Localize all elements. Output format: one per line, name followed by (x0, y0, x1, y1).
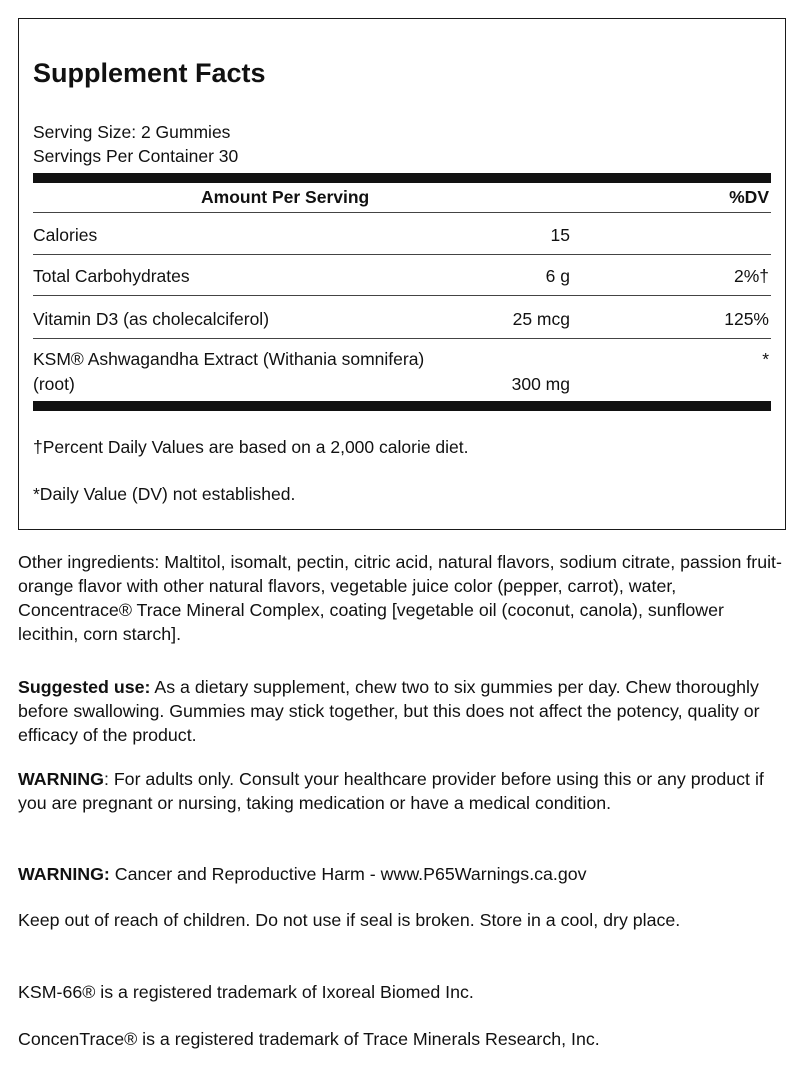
warning-prop65 (18, 862, 784, 886)
nutrient-name-ashwagandha: KSM® Ashwagandha Extract (Withania somnifera) (33, 349, 425, 369)
nutrient-name-ashwagandha-part: (root) (33, 374, 75, 394)
row-divider (33, 295, 771, 296)
footnote-dv-not-established: *Daily Value (DV) not established. (33, 484, 296, 504)
nutrient-amount-ashwagandha: 300 mg (511, 374, 570, 394)
nutrient-dv-carbohydrates: 2%† (733, 266, 769, 286)
other-ingredients: Other ingredients: Maltitol, isomalt, pectin, citric acid, natural flavors, sodium citrate, passion fruit-orange flavor with other natural flavors, vegetable juice color (pepper, carrot), water, Concentrace® Trace Mineral Complex, coating [vegetable oil (coconut, canola), sunflower lecithin, corn starch]. (18, 552, 782, 644)
storage-instructions: Keep out of reach of children. Do not use if seal is broken. Store in a cool, dry place. (18, 910, 681, 930)
footnote-daily-values: †Percent Daily Values are based on a 2,000 calorie diet. (33, 437, 469, 457)
nutrient-dv-vitamin-d3: 125% (724, 309, 769, 329)
suggested-use (18, 675, 784, 747)
row-divider (33, 212, 771, 213)
concentrace-trademark-notice: ConcenTrace® is a registered trademark of Trace Minerals Research, Inc. (18, 1029, 600, 1049)
serving-size: Serving Size: 2 Gummies (33, 122, 231, 142)
header-amount-per-serving: Amount Per Serving (201, 187, 370, 207)
warning-adults-text: : For adults only. Consult your healthcare provider before using this or any product if you are pregnant or nursing, taking medication or have a medical condition. (18, 769, 764, 813)
nutrient-name-calories: Calories (33, 225, 98, 245)
nutrient-amount-calories: 15 (550, 225, 570, 245)
servings-per-container: Servings Per Container 30 (33, 146, 239, 166)
row-divider (33, 254, 771, 255)
nutrient-amount-carbohydrates: 6 g (545, 266, 570, 286)
suggested-use-label: Suggested use: (18, 677, 151, 697)
warning-adults (18, 767, 784, 815)
supplement-facts-title: Supplement Facts (33, 58, 266, 88)
warning-prop65-text: Cancer and Reproductive Harm - www.P65Warnings.ca.gov (109, 864, 587, 884)
warning-prop65-label: WARNING: (18, 864, 110, 884)
suggested-use-text: As a dietary supplement, chew two to six gummies per day. Chew thoroughly before swallowing. Gummies may stick together, but this does not affect the potency, quality or efficacy of the product. (18, 677, 760, 745)
nutrient-name-vitamin-d3: Vitamin D3 (as cholecalciferol) (33, 309, 270, 329)
header-daily-value: %DV (729, 187, 769, 207)
nutrient-amount-vitamin-d3: 25 mcg (512, 309, 570, 329)
row-divider (33, 338, 771, 339)
thick-divider-top (33, 173, 771, 183)
supplement-facts-panel (18, 18, 786, 530)
thick-divider-bottom (33, 401, 771, 411)
ksm-trademark-notice: KSM-66® is a registered trademark of Ixoreal Biomed Inc. (18, 982, 474, 1002)
warning-adults-label: WARNING (18, 769, 104, 789)
nutrient-name-carbohydrates: Total Carbohydrates (33, 266, 190, 286)
nutrient-dv-ashwagandha: * (762, 349, 769, 369)
